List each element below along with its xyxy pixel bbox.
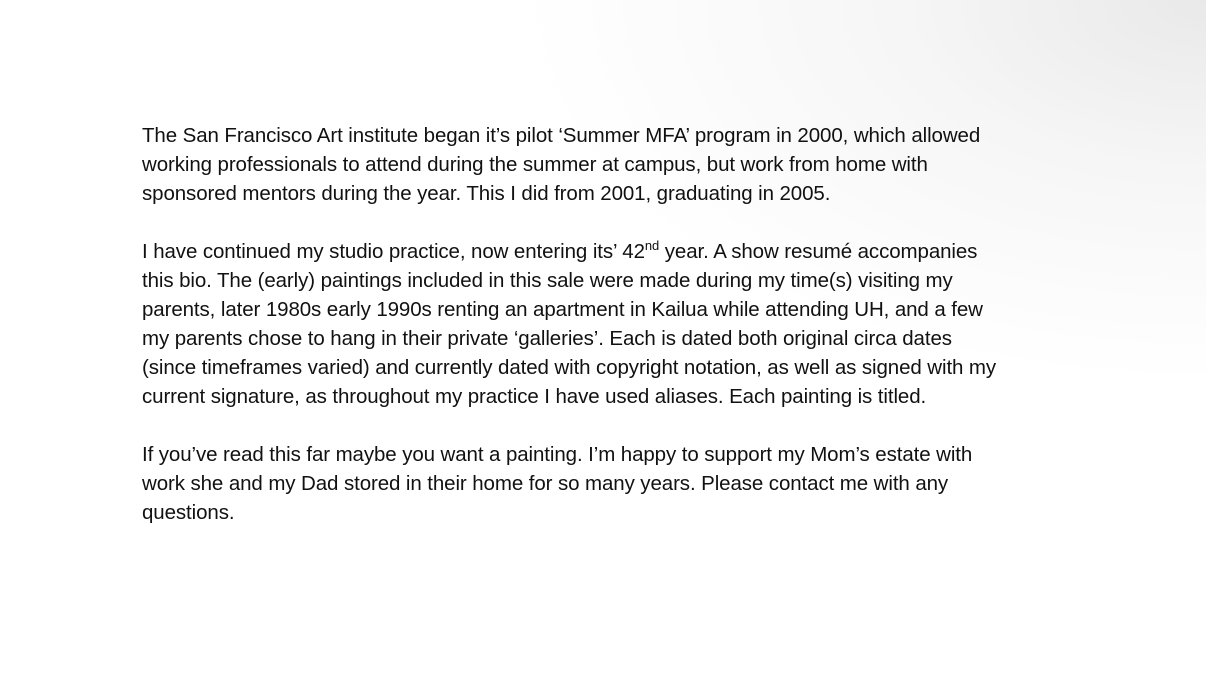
text-line: current signature, as throughout my practice I have used aliases. Each painting is titled.	[142, 385, 927, 408]
bio-text	[142, 121, 1082, 556]
text-line: (since timeframes varied) and currently dated with copyright notation, as well as signed with my	[142, 356, 997, 379]
text-line: this bio. The (early) paintings included in this sale were made during my time(s) visiting my	[142, 269, 953, 292]
text-line: parents, later 1980s early 1990s renting an apartment in Kailua while attending UH, and a few	[142, 298, 983, 321]
text-segment: year. A show resumé accompanies	[659, 240, 978, 263]
paragraph-education	[142, 121, 1082, 208]
text-line: work she and my Dad stored in their home for so many years. Please contact me with any	[142, 472, 949, 495]
text-line: my parents chose to hang in their private ‘galleries’. Each is dated both original circa dates	[142, 327, 952, 350]
text-line: The San Francisco Art institute began it’s pilot ‘Summer MFA’ program in 2000, which allowed	[142, 124, 981, 147]
paragraph-contact	[142, 440, 1082, 527]
text-line: If you’ve read this far maybe you want a painting. I’m happy to support my Mom’s estate with	[142, 443, 973, 466]
text-segment: I have continued my studio practice, now entering its’ 42	[142, 240, 645, 263]
text-line: questions.	[142, 501, 235, 524]
paragraph-studio-practice	[142, 237, 1082, 411]
text-line: working professionals to attend during the summer at campus, but work from home with	[142, 153, 928, 176]
ordinal-superscript: nd	[644, 238, 660, 253]
text-line: sponsored mentors during the year. This I did from 2001, graduating in 2005.	[142, 182, 831, 205]
text-line	[142, 237, 1082, 266]
